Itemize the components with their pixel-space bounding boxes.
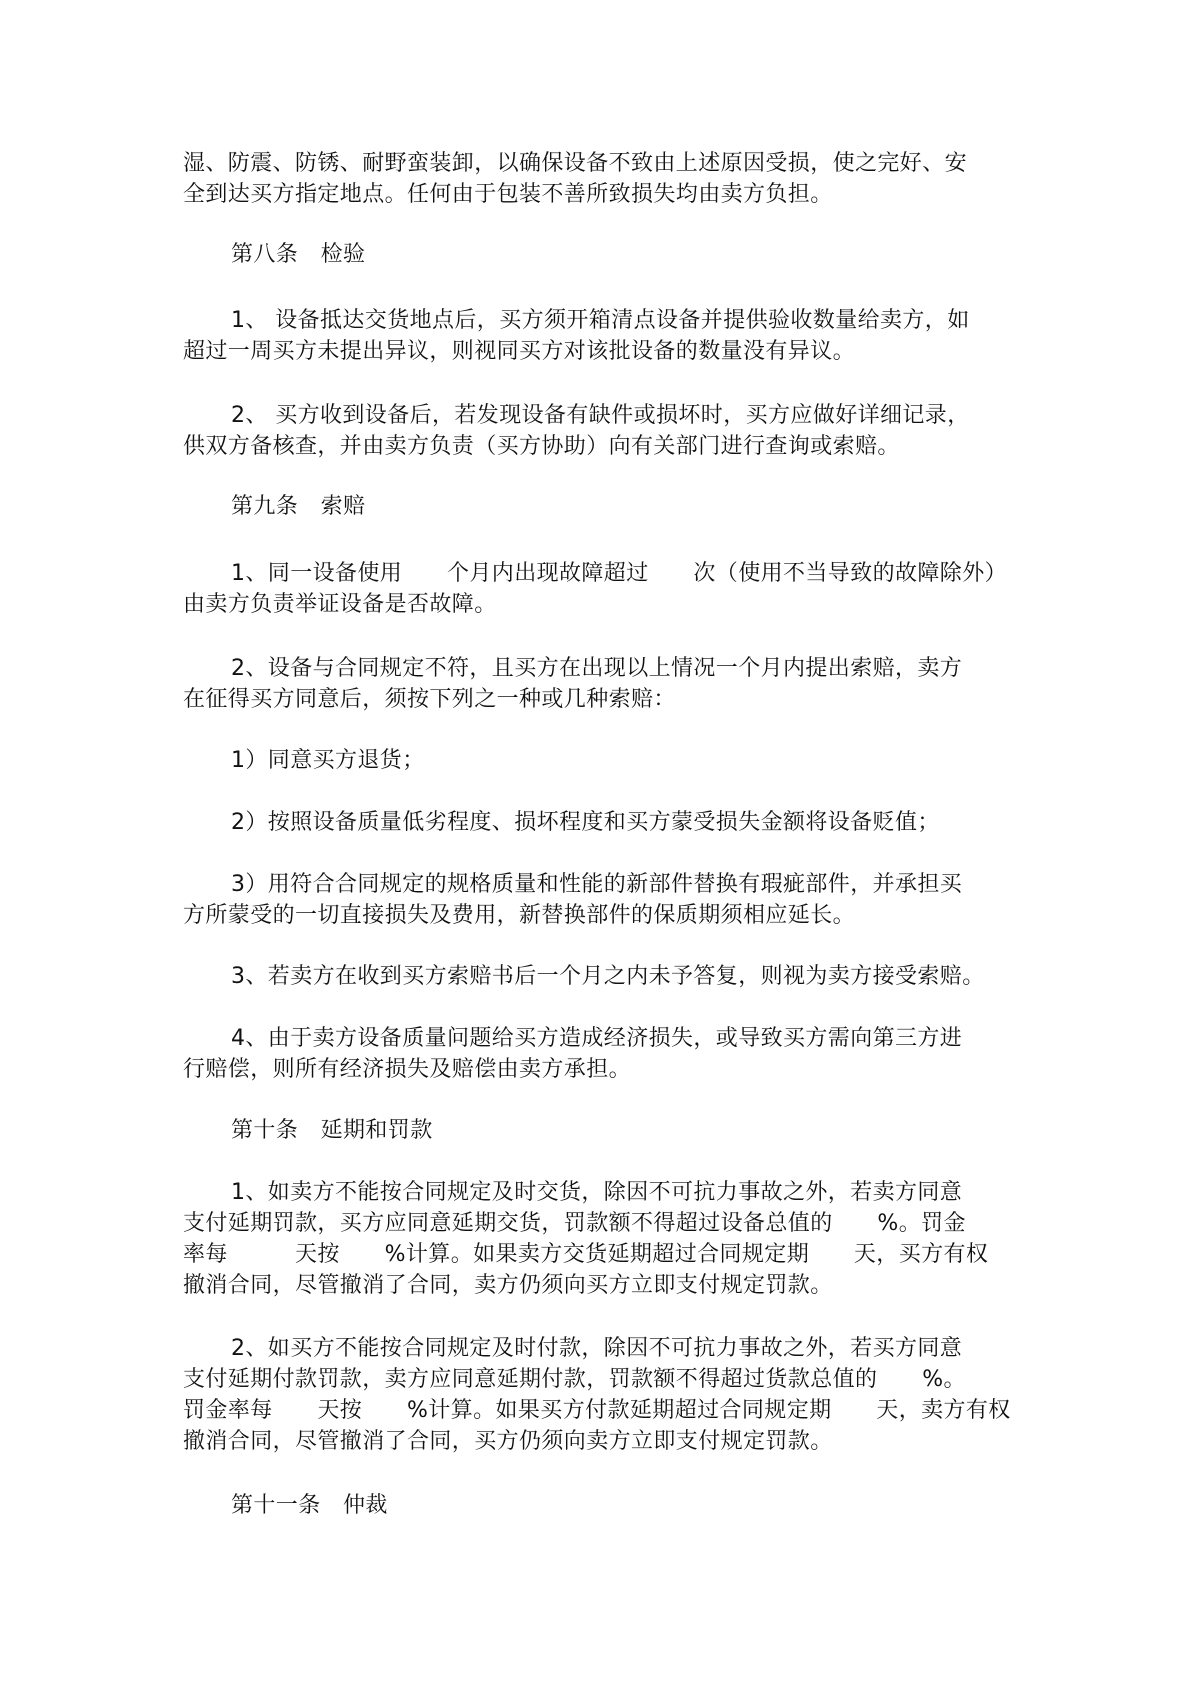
text-line: 率每 天按 %计算。如果卖方交货延期超过合同规定期 天，买方有权 bbox=[183, 1242, 989, 1267]
paragraph bbox=[183, 558, 1025, 620]
text-line: 罚金率每 天按 %计算。如果买方付款延期超过合同规定期 天，卖方有权 bbox=[183, 1398, 1011, 1423]
article-heading bbox=[183, 1115, 1025, 1146]
paragraph bbox=[183, 1023, 1025, 1085]
paragraph bbox=[183, 869, 1025, 931]
text-line: 1、 设备抵达交货地点后，买方须开箱清点设备并提供验收数量给卖方，如 bbox=[231, 308, 970, 333]
text-line: 3）用符合合同规定的规格质量和性能的新部件替换有瑕疵部件，并承担买 bbox=[231, 872, 963, 897]
text-line: 全到达买方指定地点。任何由于包装不善所致损失均由卖方负担。 bbox=[183, 182, 833, 207]
text-line: 第九条 索赔 bbox=[231, 494, 366, 519]
text-line: 第十条 延期和罚款 bbox=[231, 1118, 433, 1143]
paragraph bbox=[183, 400, 1025, 462]
text-line: 供双方备核查，并由卖方负责（买方协助）向有关部门进行查询或索赔。 bbox=[183, 434, 900, 459]
text-line: 第十一条 仲裁 bbox=[231, 1493, 388, 1518]
text-line: 4、由于卖方设备质量问题给买方造成经济损失，或导致买方需向第三方进 bbox=[231, 1026, 963, 1051]
list-item bbox=[183, 745, 1025, 776]
text-line: 1、同一设备使用 个月内出现故障超过 次（使用不当导致的故障除外） bbox=[231, 561, 1007, 586]
text-line: 在征得买方同意后，须按下列之一种或几种索赔： bbox=[183, 687, 676, 712]
paragraph bbox=[183, 653, 1025, 715]
text-line: 支付延期付款罚款，卖方应同意延期付款，罚款额不得超过货款总值的 %。 bbox=[183, 1367, 966, 1392]
text-line: 1）同意买方退货； bbox=[231, 748, 425, 773]
text-line: 方所蒙受的一切直接损失及费用，新替换部件的保质期须相应延长。 bbox=[183, 903, 856, 928]
text-line: 由卖方负责举证设备是否故障。 bbox=[183, 592, 497, 617]
list-item bbox=[183, 807, 1025, 838]
article-heading bbox=[183, 1490, 1025, 1521]
text-line: 2、设备与合同规定不符，且买方在出现以上情况一个月内提出索赔，卖方 bbox=[231, 656, 963, 681]
text-line: 第八条 检验 bbox=[231, 242, 366, 267]
article-heading bbox=[183, 239, 1025, 270]
paragraph bbox=[183, 1333, 1025, 1457]
text-line: 1、如卖方不能按合同规定及时交货，除因不可抗力事故之外，若卖方同意 bbox=[231, 1180, 963, 1205]
paragraph bbox=[183, 305, 1025, 367]
text-line: 3、若卖方在收到买方索赔书后一个月之内未予答复，则视为卖方接受索赔。 bbox=[231, 964, 985, 989]
text-line: 行赔偿，则所有经济损失及赔偿由卖方承担。 bbox=[183, 1057, 632, 1082]
article-heading bbox=[183, 491, 1025, 522]
text-line: 2、如买方不能按合同规定及时付款，除因不可抗力事故之外，若买方同意 bbox=[231, 1336, 963, 1361]
text-line: 湿、防震、防锈、耐野蛮装卸，以确保设备不致由上述原因受损，使之完好、安 bbox=[183, 151, 968, 176]
text-line: 超过一周买方未提出异议，则视同买方对该批设备的数量没有异议。 bbox=[183, 339, 856, 364]
text-line: 撤消合同，尽管撤消了合同，卖方仍须向买方立即支付规定罚款。 bbox=[183, 1273, 833, 1298]
text-line: 2）按照设备质量低劣程度、损坏程度和买方蒙受损失金额将设备贬值； bbox=[231, 810, 940, 835]
text-line: 撤消合同，尽管撤消了合同，买方仍须向卖方立即支付规定罚款。 bbox=[183, 1429, 833, 1454]
paragraph bbox=[183, 1177, 1025, 1301]
text-line: 支付延期罚款，买方应同意延期交货，罚款额不得超过设备总值的 %。罚金 bbox=[183, 1211, 966, 1236]
text-line: 2、 买方收到设备后，若发现设备有缺件或损坏时，买方应做好详细记录， bbox=[231, 403, 970, 428]
list-item bbox=[183, 961, 1025, 992]
paragraph bbox=[183, 148, 1025, 210]
